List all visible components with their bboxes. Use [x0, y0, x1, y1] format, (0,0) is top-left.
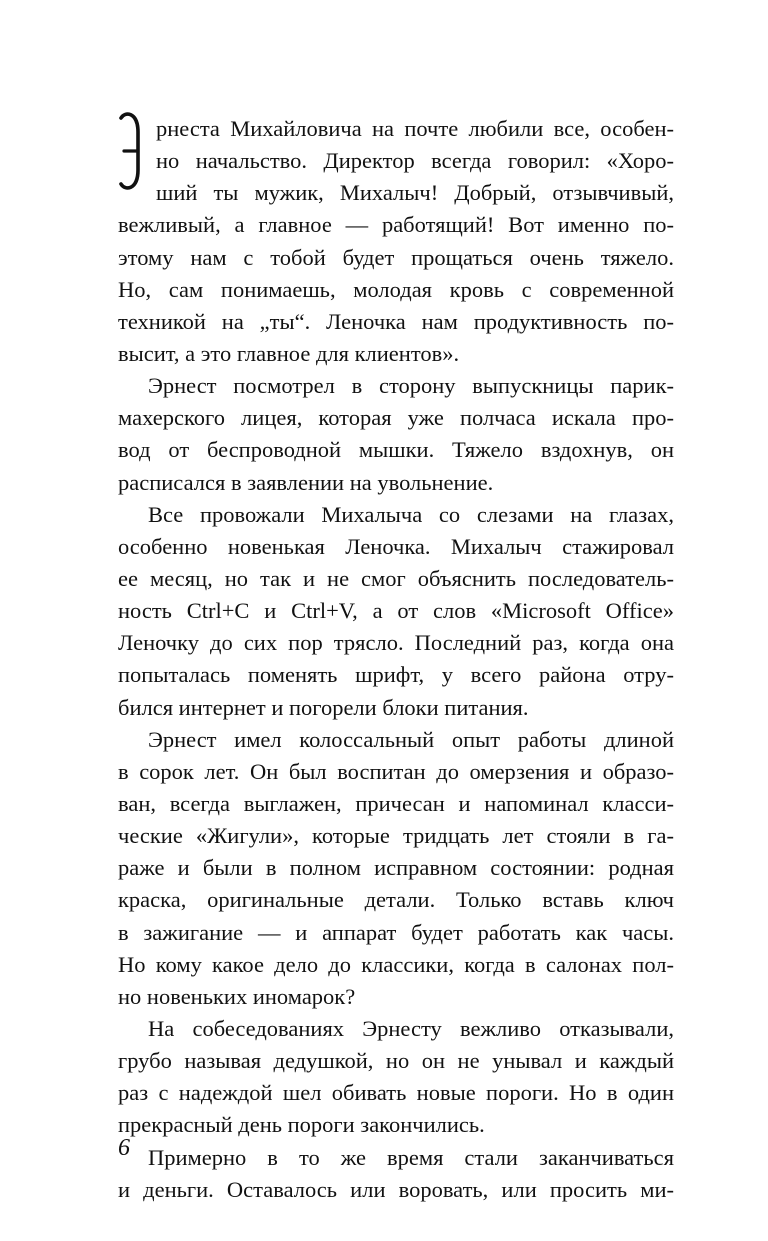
text-line: грубо называя дедушкой, но он не унывал и каждый	[118, 1048, 674, 1074]
text-line: попыталась поменять шрифт, у всего района отру-	[118, 662, 674, 688]
text-line: Эрнест имел колоссальный опыт работы длиной	[148, 726, 674, 752]
text-line: но новеньких иномарок?	[118, 983, 356, 1009]
text-line: ее месяц, но так и не смог объяснить последователь-	[118, 565, 674, 591]
text-line: ность Ctrl+C и Ctrl+V, а от слов «Microsoft Office»	[118, 598, 674, 624]
text-line: Но, сам понимаешь, молодая кровь с современной	[118, 276, 674, 302]
text-line: На собеседованиях Эрнесту вежливо отказывали,	[148, 1015, 674, 1041]
page-number: 6	[118, 1135, 130, 1161]
text-line: ван, всегда выглажен, причесан и напоминал класси-	[118, 790, 674, 816]
body-text	[118, 113, 674, 1206]
text-line: махерского лицея, которая уже полчаса искала про-	[118, 405, 674, 431]
text-line: но начальство. Директор всегда говорил: «Хоро-	[156, 148, 674, 174]
paragraph	[118, 499, 674, 724]
text-line: ший ты мужик, Михалыч! Добрый, отзывчивый,	[156, 180, 674, 206]
text-line: Примерно в то же время стали заканчиваться	[148, 1144, 674, 1170]
paragraph	[118, 724, 674, 1013]
text-line: техникой на „ты“. Леночка нам продуктивность по-	[118, 308, 674, 334]
text-line: этому нам с тобой будет прощаться очень тяжело.	[118, 244, 674, 270]
text-line: и деньги. Оставалось или воровать, или просить ми-	[118, 1176, 674, 1202]
text-line: в зажигание — и аппарат будет работать как часы.	[118, 919, 674, 945]
text-line: раз с надеждой шел обивать новые пороги. Но в один	[118, 1080, 674, 1106]
text-line: раже и были в полном исправном состоянии: родная	[118, 855, 674, 881]
text-line: рнеста Михайловича на почте любили все, особен-	[156, 116, 674, 141]
paragraph	[118, 1142, 674, 1206]
text-line: Эрнест посмотрел в сторону выпускницы парик-	[148, 373, 674, 399]
text-line: прекрасный день пороги закончились.	[118, 1112, 485, 1138]
text-line: Но кому какое дело до классики, когда в салонах пол-	[118, 951, 674, 977]
text-line: высит, а это главное для клиентов».	[118, 340, 460, 366]
text-line: в сорок лет. Он был воспитан до омерзения и образо-	[118, 758, 674, 784]
text-line: вод от беспроводной мышки. Тяжело вздохнув, он	[118, 437, 674, 463]
text-line: расписался в заявлении на увольнение.	[118, 469, 494, 495]
text-line: вежливый, а главное — работящий! Вот именно по-	[118, 212, 674, 238]
paragraph	[118, 370, 674, 499]
paragraph	[118, 113, 674, 370]
text-line: Леночку до сих пор трясло. Последний раз, когда она	[118, 630, 674, 656]
text-line: бился интернет и погорели блоки питания.	[118, 694, 529, 720]
text-line: особенно новенькая Леночка. Михалыч стажировал	[118, 533, 674, 559]
text-line: Все провожали Михалыча со слезами на глазах,	[148, 501, 674, 527]
text-line: краска, оригинальные детали. Только вставь ключ	[118, 887, 674, 913]
text-line: ческие «Жигули», которые тридцать лет стояли в га-	[118, 823, 674, 849]
paragraph	[118, 1013, 674, 1142]
